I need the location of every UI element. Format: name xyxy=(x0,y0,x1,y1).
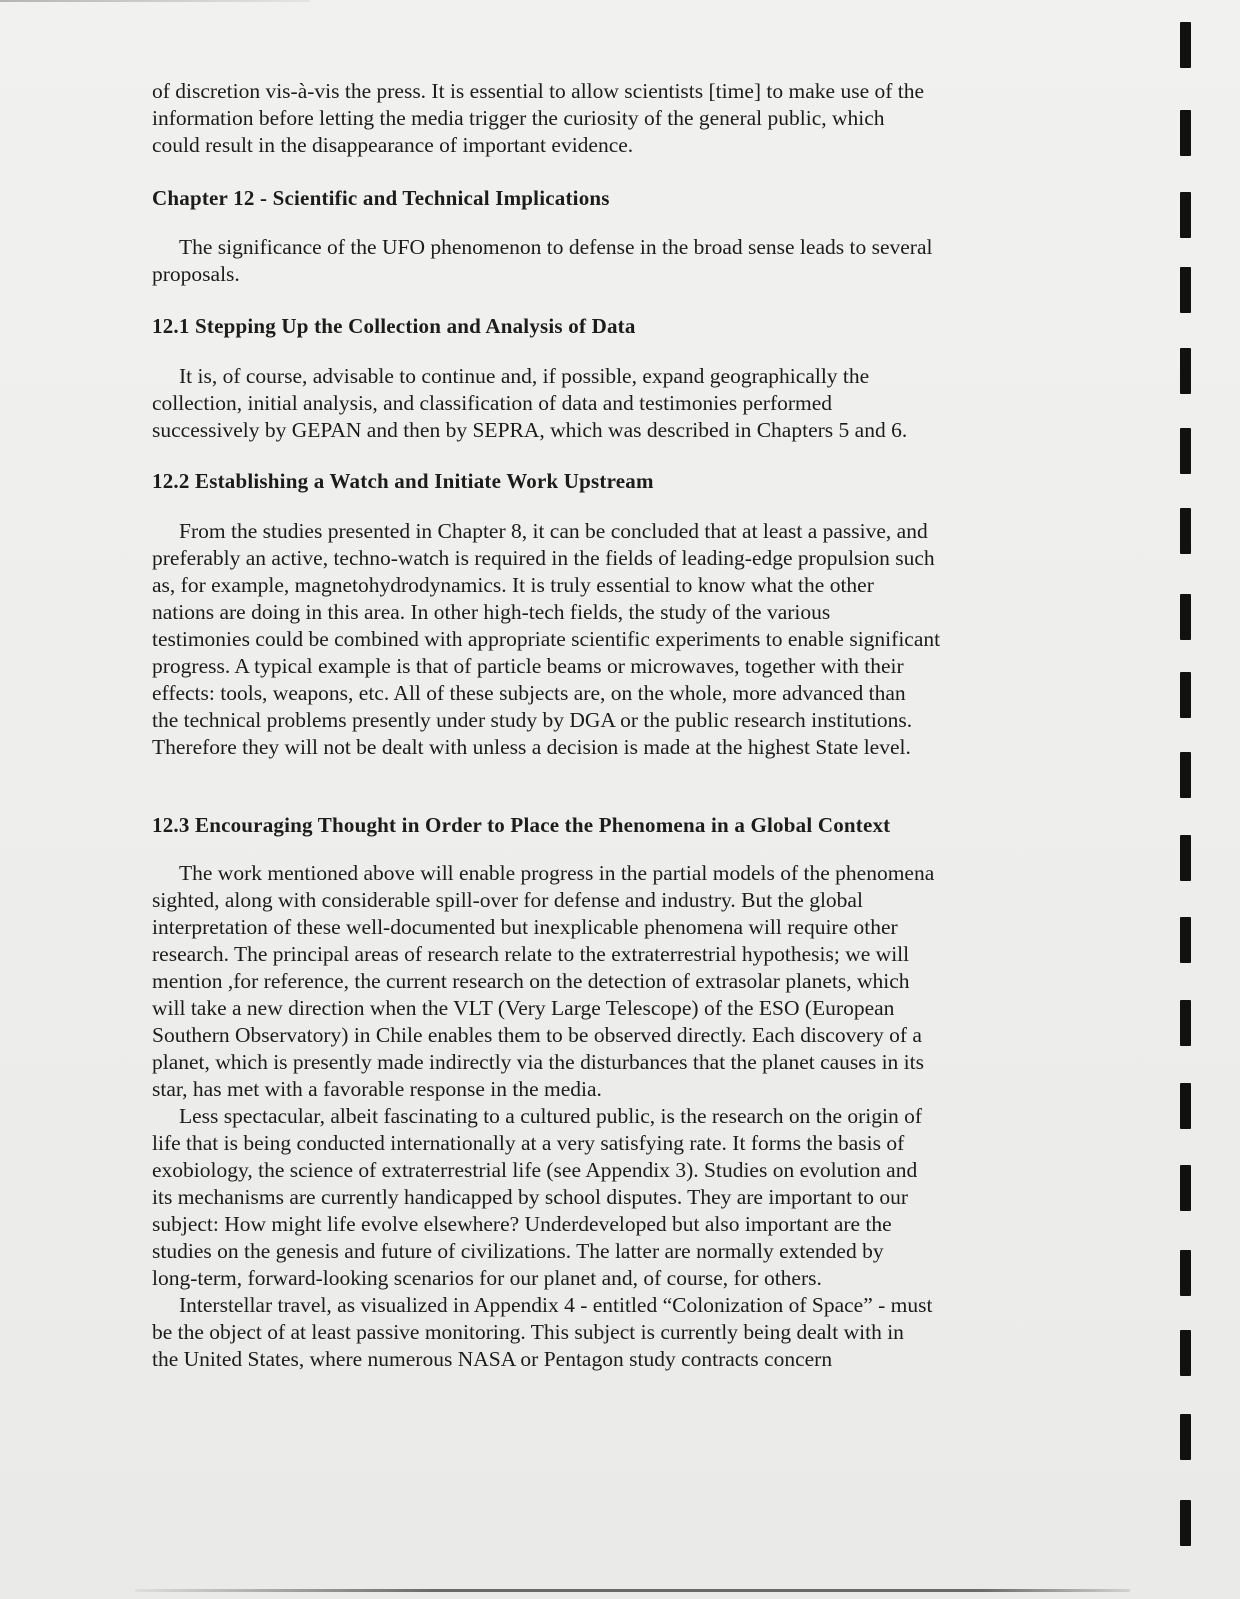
binding-hole xyxy=(1180,672,1191,718)
chapter-12-heading: Chapter 12 - Scientific and Technical Implications xyxy=(152,186,610,210)
binding-hole xyxy=(1180,267,1191,313)
scan-edge-line xyxy=(0,0,310,2)
binding-hole xyxy=(1180,1330,1191,1376)
binding-hole xyxy=(1180,1414,1191,1460)
binding-hole xyxy=(1180,110,1191,156)
binding-hole xyxy=(1180,752,1191,798)
binding-hole xyxy=(1180,594,1191,640)
binding-hole xyxy=(1180,1250,1191,1296)
paragraph-global-context: The work mentioned above will enable progress in the partial models of the phenomena sighted, along with considerable spill-over for defense and industry. But the global interpretation of these well-documented but inexplicable phenomena will require other research. The principal areas of research relate to the extraterrestrial hypothesis; we will mention ,for reference, the current research on the detection of extrasolar planets, which will take a new direction when the VLT (Very Large Telescope) of the ESO (European Southern Observatory) in Chile enables them to be observed directly. Each discovery of a planet, which is presently made indirectly via the disturbances that the planet causes in its star, has met with a favorable response in the media. xyxy=(152,861,935,1101)
binding-hole xyxy=(1180,428,1191,474)
section-12-3-heading: 12.3 Encouraging Thought in Order to Place the Phenomena in a Global Context xyxy=(152,813,891,837)
paragraph-press-discretion: of discretion vis-à-vis the press. It is essential to allow scientists [time] to make use of the information before letting the media trigger the curiosity of the general public, which could result in the disappearance of important evidence. xyxy=(152,79,925,157)
section-12-2-heading: 12.2 Establishing a Watch and Initiate Work Upstream xyxy=(152,469,654,493)
paragraph-collection-analysis: It is, of course, advisable to continue and, if possible, expand geographically the collection, initial analysis, and classification of data and testimonies performed successively by GEPAN and then by SEPRA, which was described in Chapters 5 and 6. xyxy=(152,364,908,442)
paragraph-techno-watch: From the studies presented in Chapter 8, it can be concluded that at least a passive, and preferably an active, techno-watch is required in the fields of leading-edge propulsion such as, for example, magnetohydrodynamics. It is truly essential to know what the other nations are doing in this area. In other high-tech fields, the study of the various testimonies could be combined with appropriate scientific experiments to enable significant progress. A typical example is that of particle beams or microwaves, together with their effects: tools, weapons, etc. All of these subjects are, on the whole, more advanced than the technical problems presently under study by DGA or the public research institutions. Therefore they will not be dealt with unless a decision is made at the highest State level. xyxy=(152,519,941,759)
binding-hole xyxy=(1180,348,1191,394)
binding-hole xyxy=(1180,508,1191,554)
binding-hole xyxy=(1180,1083,1191,1129)
binding-hole xyxy=(1180,192,1191,238)
binding-hole xyxy=(1180,917,1191,963)
binding-hole xyxy=(1180,1165,1191,1211)
section-12-1-heading: 12.1 Stepping Up the Collection and Analysis of Data xyxy=(152,314,636,338)
paragraph-significance: The significance of the UFO phenomenon to defense in the broad sense leads to several proposals. xyxy=(152,235,933,286)
scan-bottom-edge xyxy=(135,1589,1130,1592)
paragraph-origin-of-life: Less spectacular, albeit fascinating to a cultured public, is the research on the origin of life that is being conducted internationally at a very satisfying rate. It forms the basis of exobiology, the science of extraterrestrial life (see Appendix 3). Studies on evolution and its mechanisms are currently handicapped by school disputes. They are important to our subject: How might life evolve elsewhere? Underdeveloped but also important are the studies on the genesis and future of civilizations. The latter are normally extended by long-term, forward-looking scenarios for our planet and, of course, for others. xyxy=(152,1104,923,1290)
binding-hole xyxy=(1180,835,1191,881)
paragraph-interstellar-travel: Interstellar travel, as visualized in Appendix 4 - entitled “Colonization of Space” - must be the object of at least passive monitoring. This subject is currently being dealt with in the United States, where numerous NASA or Pentagon study contracts concern xyxy=(152,1293,933,1371)
binding-hole xyxy=(1180,22,1191,68)
binding-holes-column xyxy=(1180,0,1210,1599)
binding-hole xyxy=(1180,1500,1191,1546)
binding-hole xyxy=(1180,1000,1191,1046)
